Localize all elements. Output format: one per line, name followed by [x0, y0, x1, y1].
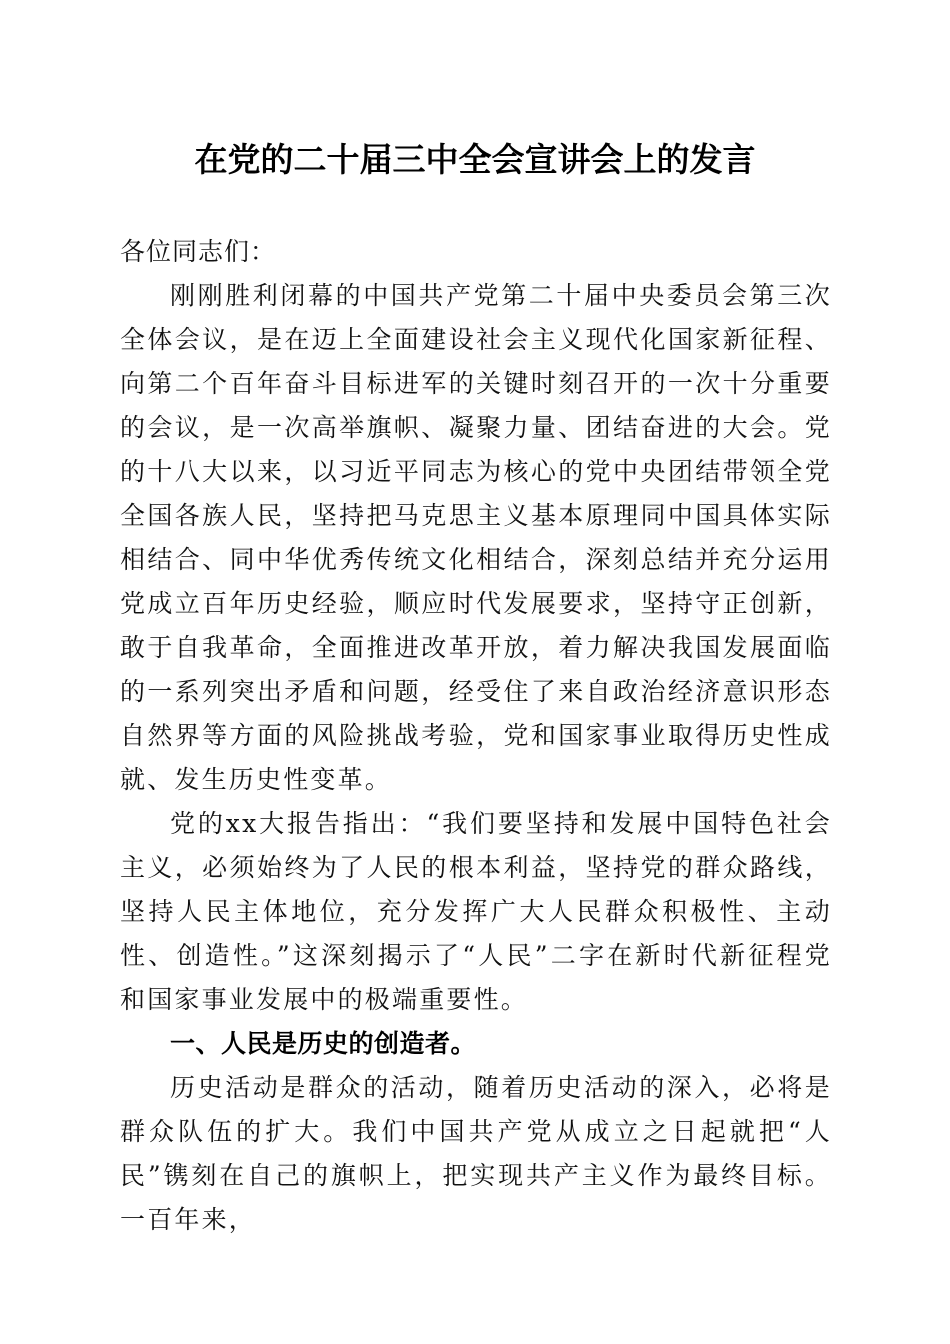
- paragraph-intro: 刚刚胜利闭幕的中国共产党第二十届中央委员会第三次全体会议，是在迈上全面建设社会主义现代化国家新征程、向第二个百年奋斗目标进军的关键时刻召开的一次十分重要的会议，是一次高举旗帜、凝聚力量、团结奋进的大会。党的十八大以来，以习近平同志为核心的党中央团结带领全党全国各族人民，坚持把马克思主义基本原理同中国具体实际相结合、同中华优秀传统文化相结合，深刻总结并充分运用党成立百年历史经验，顺应时代发展要求，坚持守正创新，敢于自我革命，全面推进改革开放，着力解决我国发展面临的一系列突出矛盾和问题，经受住了来自政治经济意识形态自然界等方面的风险挑战考验，党和国家事业取得历史性成就、发生历史性变革。: [120, 281, 832, 794]
- paragraph-report-quote: 党的xx大报告指出：“我们要坚持和发展中国特色社会主义，必须始终为了人民的根本利益，坚持党的群众路线，坚持人民主体地位，充分发挥广大人民群众积极性、主动性、创造性。”这深刻揭示了“人民”二字在新时代新征程党和国家事业发展中的极端重要性。: [120, 809, 832, 1014]
- paragraph-section-one: 历史活动是群众的活动，随着历史活动的深入，必将是群众队伍的扩大。我们中国共产党从成立之日起就把“人民”镌刻在自己的旗帜上，把实现共产主义作为最终目标。一百年来，: [120, 1073, 832, 1234]
- document-body: [120, 230, 832, 1242]
- section-heading: 一、人民是历史的创造者。: [170, 1029, 477, 1058]
- salutation: 各位同志们：: [120, 237, 277, 266]
- document-title: 在党的二十届三中全会宣讲会上的发言: [194, 140, 756, 179]
